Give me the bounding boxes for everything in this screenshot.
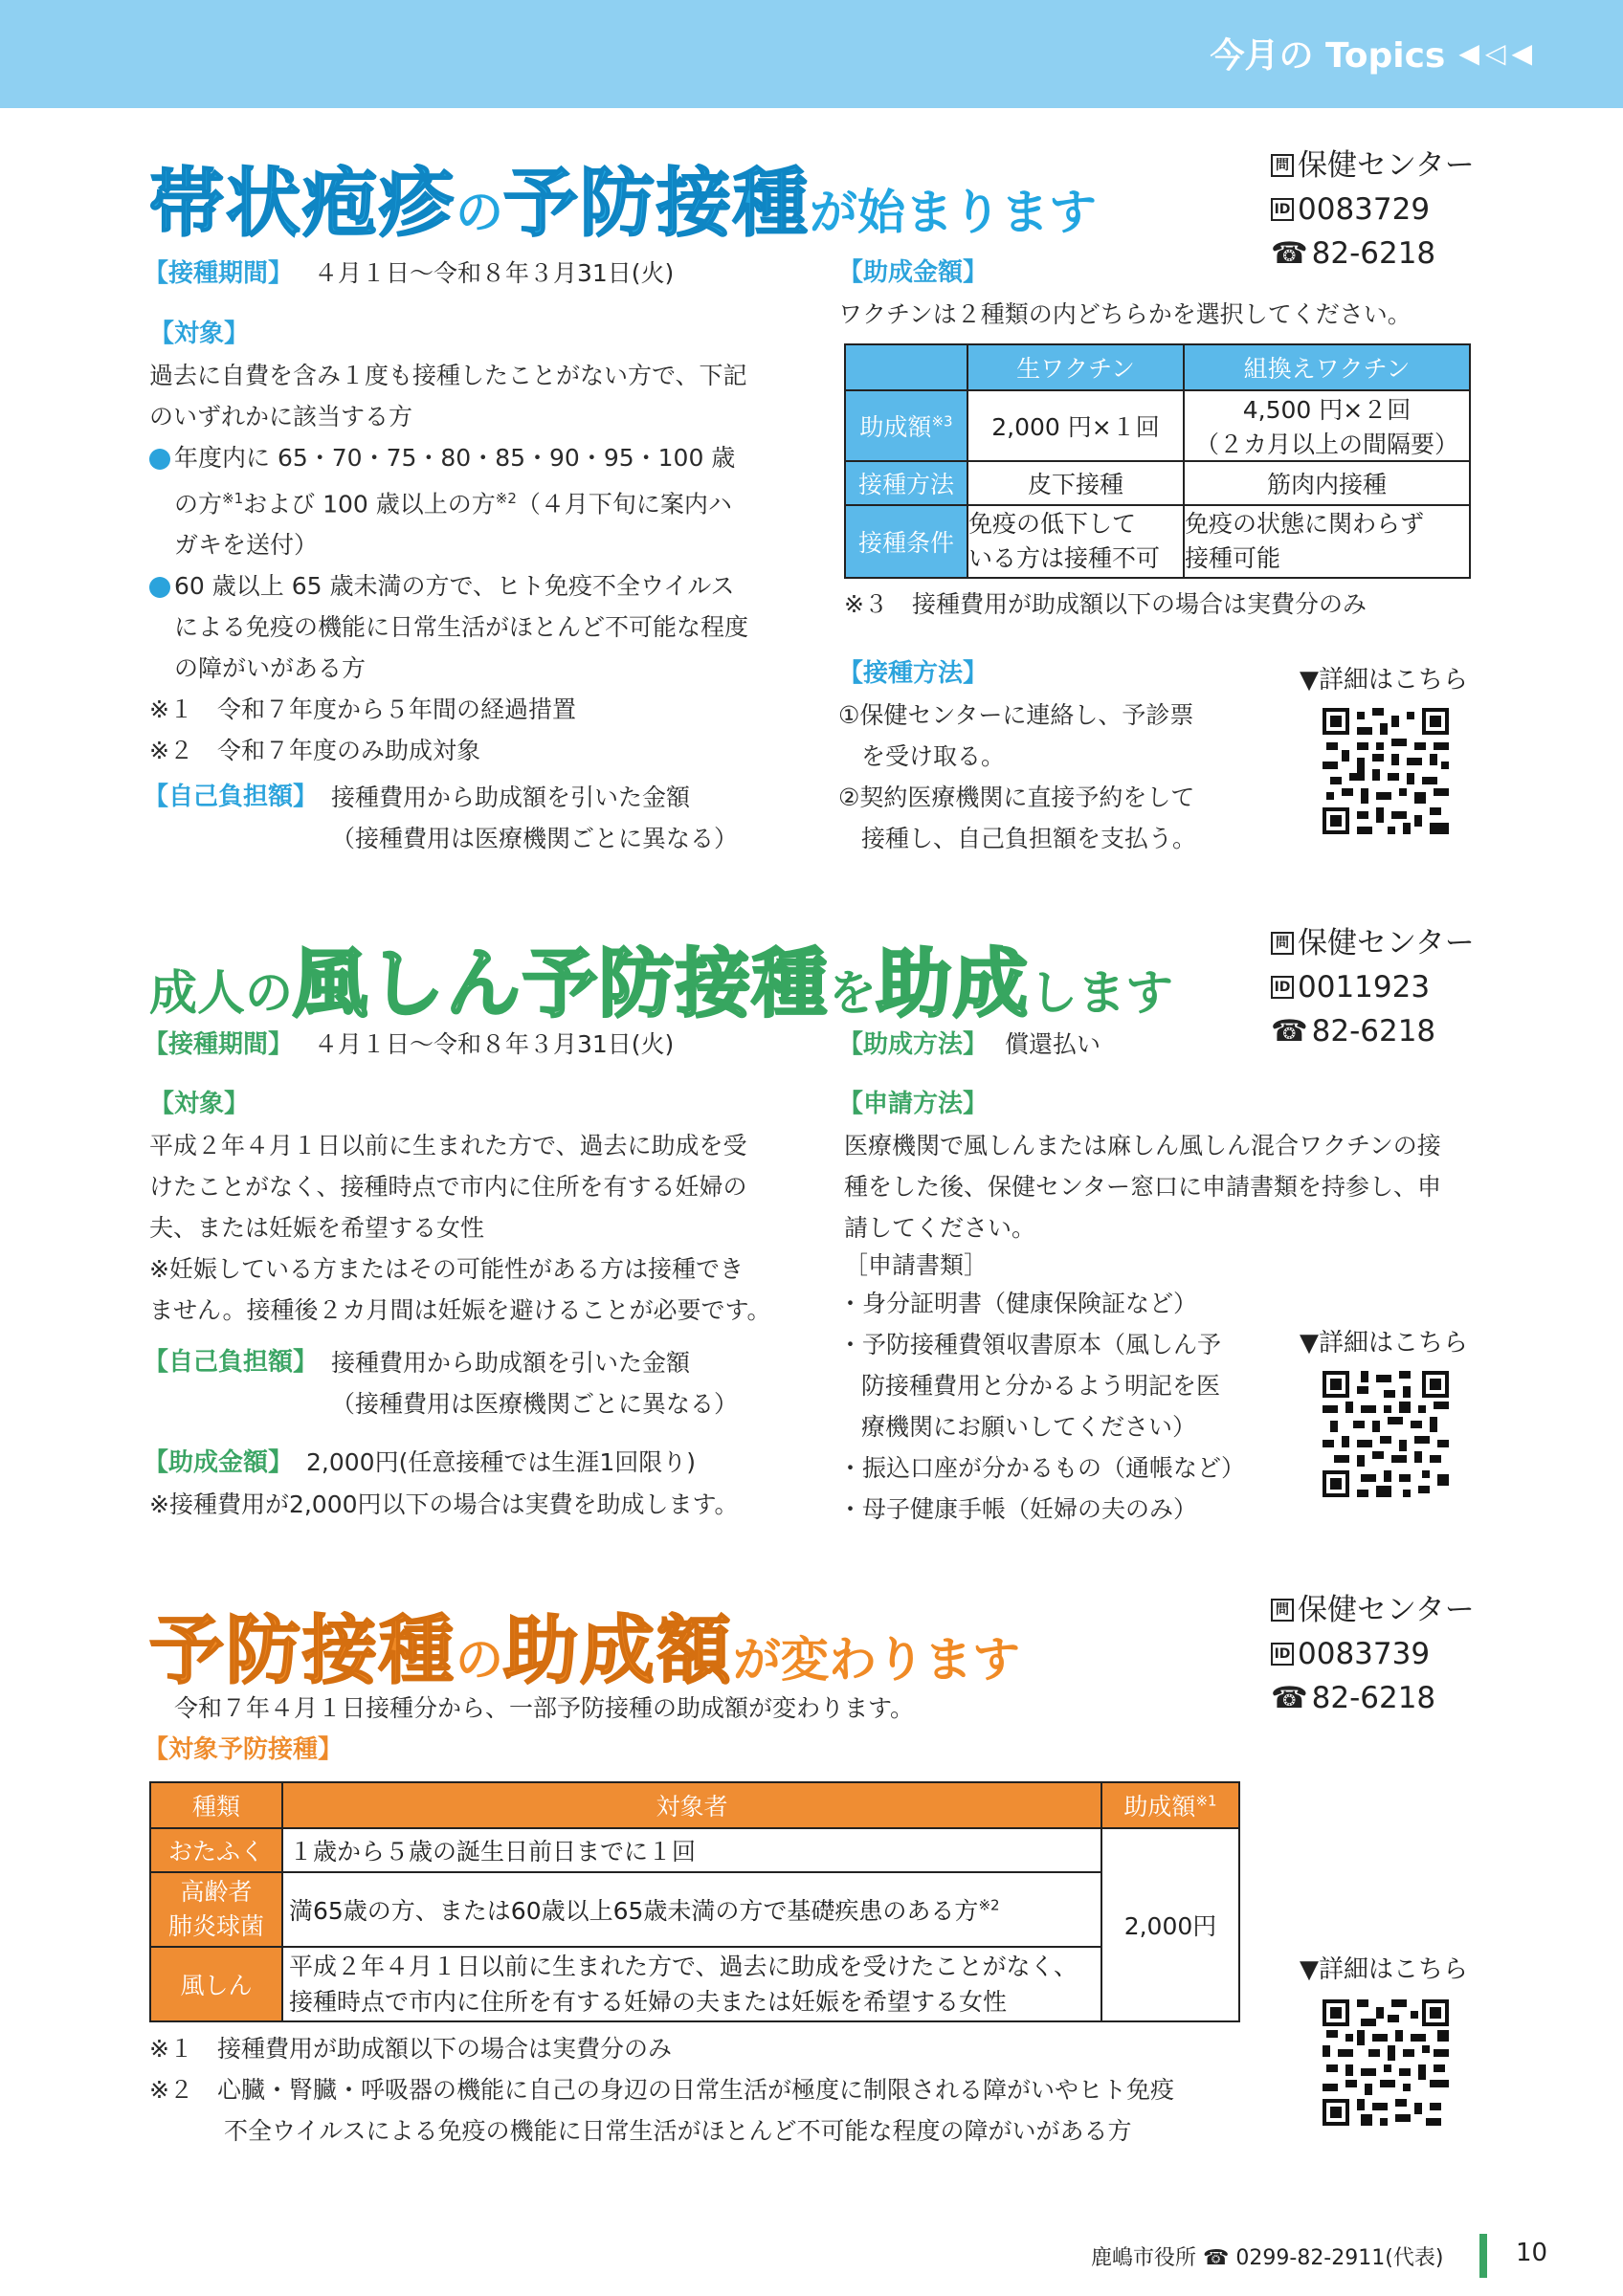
qr-code[interactable]: [1323, 708, 1449, 834]
target-line: 夫、または妊娠を希望する女性: [149, 1214, 485, 1242]
apply-line: 請してください。: [844, 1214, 1036, 1242]
id-icon: ID: [1271, 198, 1294, 221]
sec2-method: [838, 1024, 1101, 1066]
cell-line: （２カ月以上の間隔要）: [1194, 430, 1458, 458]
inquiry-icon: 問: [1271, 1599, 1294, 1622]
sec3-title-part: が変わります: [733, 1632, 1021, 1688]
contact-id[interactable]: 0011923: [1298, 970, 1431, 1004]
target-label: 【対象】: [149, 1090, 250, 1118]
triangle-left-outline-icon: ◁: [1484, 37, 1506, 69]
target-line: ※妊娠している方またはその可能性がある方は接種でき: [149, 1255, 744, 1283]
id-icon: ID: [1271, 976, 1294, 999]
bullet-line: 年度内に 65・70・75・80・85・90・95・100 歳: [174, 444, 736, 472]
method-line: を受け取る。: [861, 742, 1006, 770]
table-header: 生ワクチン: [967, 344, 1184, 390]
subsidy-value: 2,000円(任意接種では生涯1回限り): [306, 1448, 696, 1476]
sec3-title-part: の: [456, 1632, 504, 1688]
burden-label: 【自己負担額】: [144, 783, 319, 811]
table-corner: [845, 344, 967, 390]
row-head-line: 高齢者: [180, 1878, 253, 1906]
period-value: ４月１日〜令和８年３月31日(火): [313, 259, 675, 287]
sec1-period: [144, 253, 674, 295]
qr-label[interactable]: ▼詳細はこちら: [1300, 666, 1468, 695]
table-header: 組換えワクチン: [1184, 344, 1470, 390]
sec3-intro: 令和７年４月１日接種分から、一部予防接種の助成額が変わります。: [174, 1694, 915, 1722]
cell-line: 接種可能: [1185, 544, 1281, 572]
table-header: [1101, 1782, 1239, 1828]
sec2-title-part: を: [829, 965, 878, 1021]
footnote: ※１ 令和７年度から５年間の経過措置: [149, 695, 576, 724]
cell-line: 平成２年４月１日以前に生まれた方で、過去に助成を受けたことがなく、: [289, 1953, 1078, 1980]
contact-id[interactable]: 0083729: [1298, 192, 1431, 227]
sec2-period: [144, 1024, 674, 1066]
sec3-notes: [149, 2028, 1174, 2152]
id-icon: ID: [1271, 1643, 1294, 1666]
bullet-line: による免疫の機能に日常生活がほとんど不可能な程度: [174, 613, 749, 642]
phone-icon: ☎: [1271, 1014, 1308, 1049]
burden-label: 【自己負担額】: [144, 1348, 319, 1377]
target-label: 【対象】: [149, 320, 250, 348]
footnote: ※２ 心臓・腎臓・呼吸器の機能に自己の身辺の日常生活が極度に制限される障がいやヒト免疫: [149, 2076, 1174, 2104]
footer-divider: [1479, 2234, 1487, 2278]
table-cell: [1184, 390, 1470, 461]
footnote-mark: ※3: [931, 412, 953, 430]
burden-line: （接種費用は医療機関ごとに異なる）: [331, 1390, 739, 1418]
sec2-title-part: します: [1030, 965, 1174, 1021]
target-line: のいずれかに該当する方: [149, 403, 413, 430]
table-header: 種類: [150, 1782, 282, 1828]
sec1-subsidy: [838, 253, 1412, 335]
sec2-title-part: 助成: [877, 941, 1031, 1027]
phone-icon: ☎: [1271, 1681, 1308, 1715]
phone-icon: ☎: [1271, 236, 1308, 271]
table-cell: 筋肉内接種: [1184, 461, 1470, 505]
sec1-title-part: の: [456, 185, 504, 240]
qr-label[interactable]: ▼詳細はこちら: [1300, 1329, 1468, 1358]
qr-code-icon: [1323, 1371, 1449, 1497]
contact-tel[interactable]: 82-6218: [1311, 1014, 1436, 1049]
docs-line: ・振込口座が分かるもの（通帳など）: [838, 1454, 1246, 1482]
qr-label[interactable]: ▼詳細はこちら: [1300, 1955, 1468, 1984]
inquiry-icon: 問: [1271, 154, 1294, 177]
footnote: ※２ 令和７年度のみ助成対象: [149, 737, 480, 765]
period-value: ４月１日〜令和８年３月31日(火): [313, 1030, 675, 1058]
target-line: ません。接種後２カ月間は妊娠を避けることが必要です。: [149, 1296, 771, 1324]
table-cell: 2,000 円×１回: [967, 390, 1184, 461]
sec2-burden: [144, 1342, 738, 1424]
method-line: ①保健センターに連絡し、予診票: [838, 701, 1194, 729]
docs-line: 防接種費用と分かるよう明記を医: [861, 1372, 1221, 1400]
table-row-head: おたふく: [150, 1828, 282, 1872]
qr-code[interactable]: [1323, 1371, 1449, 1497]
sec2-subsidy: [144, 1442, 739, 1525]
row-head-text: 助成額: [859, 413, 932, 441]
table-cell: [1184, 505, 1470, 578]
method-label: 【助成方法】: [838, 1030, 989, 1059]
subsidy-note: ※接種費用が2,000円以下の場合は実費を助成します。: [149, 1490, 739, 1518]
cell-line: いる方は接種不可: [968, 544, 1161, 572]
bullet-line: および 100 歳以上の方: [243, 490, 496, 519]
sec1-title-part: が始まります: [810, 185, 1098, 240]
header-text: 助成額: [1123, 1793, 1196, 1821]
cell-line: 接種時点で市内に住所を有する妊婦の夫または妊娠を希望する女性: [289, 1988, 1008, 2016]
footnote: ※３ 接種費用が助成額以下の場合は実費分のみ: [844, 590, 1367, 618]
header-title-text: 今月の Topics: [1210, 36, 1446, 76]
table-header: 対象者: [282, 1782, 1101, 1828]
apply-line: 医療機関で風しんまたは麻しん風しん混合ワクチンの接: [844, 1132, 1441, 1159]
page-number: 10: [1516, 2239, 1548, 2267]
docs-line: ・母子健康手帳（妊婦の夫のみ）: [838, 1495, 1198, 1523]
sec3-target-label: 【対象予防接種】: [144, 1735, 344, 1764]
table-cell: [282, 1872, 1101, 1947]
table-row-head: [845, 390, 967, 461]
header-title: [1210, 29, 1532, 77]
sec1-method: [838, 653, 1196, 859]
target-line: 過去に自費を含み１度も接種したことがない方で、下記: [149, 362, 747, 389]
subsidy-intro: ワクチンは２種類の内どちらかを選択してください。: [838, 300, 1412, 328]
bullet-line: 60 歳以上 65 歳未満の方で、ヒト免疫不全ウイルス: [174, 572, 735, 601]
burden-line: 接種費用から助成額を引いた金額: [331, 784, 691, 811]
sec2-title-part: 風しん予防接種: [293, 941, 830, 1027]
sec3-title-part: 助成額: [503, 1608, 734, 1694]
sec1-title-part: 予防接種: [503, 161, 811, 247]
cell-line: 免疫の状態に関わらず: [1185, 510, 1425, 538]
cell-text: 満65歳の方、または60歳以上65歳未満の方で基礎疾患のある方: [289, 1897, 979, 1925]
bullet-line: （４月下旬に案内ハ: [516, 490, 732, 519]
burden-line: （接種費用は医療機関ごとに異なる）: [331, 825, 739, 852]
table-cell: 皮下接種: [967, 461, 1184, 505]
qr-code-icon: [1323, 708, 1449, 834]
bullet-line: の障がいがある方: [174, 654, 367, 683]
docs-line: ・身分証明書（健康保険証など）: [838, 1290, 1198, 1317]
inquiry-icon: 問: [1271, 932, 1294, 955]
docs-label: ［申請書類］: [844, 1251, 989, 1279]
target-line: けたことがなく、接種時点で市内に住所を有する妊婦の: [149, 1173, 747, 1201]
footnote-mark: ※2: [978, 1896, 1000, 1914]
footer-office: 鹿嶋市役所 ☎ 0299-82-2911(代表): [1091, 2246, 1444, 2270]
sec2-target: [149, 1084, 800, 1331]
burden-line: 接種費用から助成額を引いた金額: [331, 1349, 691, 1377]
table-row-head: 接種条件: [845, 505, 967, 578]
contact-id[interactable]: 0083739: [1298, 1637, 1431, 1671]
footnote-mark: ※2: [495, 490, 517, 507]
header-arrows: [1458, 37, 1532, 69]
bullet-line: ガキを送付）: [174, 531, 319, 560]
vaccine-table: [844, 343, 1471, 579]
cell-line: 4,500 円×２回: [1242, 396, 1412, 424]
apply-label: 【申請方法】: [838, 1090, 989, 1118]
sec2-contact: [1271, 921, 1475, 1053]
sec2-title: [149, 924, 1173, 1031]
table-row-head: 接種方法: [845, 461, 967, 505]
qr-code-icon: [1323, 1999, 1449, 2126]
docs-line: 療機関にお願いしてください）: [861, 1413, 1197, 1441]
sec3-title: [149, 1591, 1020, 1698]
method-value: 償還払い: [1004, 1030, 1101, 1058]
contact-org: 保健センター: [1298, 1593, 1475, 1627]
docs-line: ・予防接種費領収書原本（風しん予: [838, 1331, 1222, 1358]
table-cell: １歳から５歳の誕生日前日までに１回: [282, 1828, 1101, 1872]
table-row-head: [150, 1872, 282, 1947]
qr-code[interactable]: [1323, 1999, 1449, 2126]
sec1-title: [149, 144, 1097, 251]
contact-tel[interactable]: 82-6218: [1311, 1681, 1436, 1715]
apply-line: 種をした後、保健センター窓口に申請書類を持参し、申: [844, 1173, 1442, 1201]
contact-org: 保健センター: [1298, 148, 1475, 183]
bullet-dot-icon: [149, 577, 170, 598]
period-label: 【接種期間】: [144, 259, 294, 288]
bullet-line: の方: [174, 490, 223, 519]
method-label: 【接種方法】: [838, 659, 989, 688]
footnote: 不全ウイルスによる免疫の機能に日常生活がほとんど不可能な程度の障がいがある方: [224, 2117, 1132, 2145]
sec3-contact: [1271, 1588, 1475, 1720]
footnote-mark: ※1: [1195, 1792, 1217, 1810]
sec1-burden: [144, 777, 738, 859]
sec2-title-part: 成人の: [149, 965, 293, 1021]
table-cell: [967, 505, 1184, 578]
table-cell: [282, 1947, 1101, 2021]
sec1-title-part: 帯状疱疹: [149, 161, 456, 247]
subsidy-table: [149, 1781, 1240, 2022]
table-cell-amount: 2,000円: [1101, 1828, 1239, 2021]
contact-tel[interactable]: 82-6218: [1311, 236, 1436, 271]
sec3-title-part: 予防接種: [149, 1608, 456, 1694]
cell-line: 免疫の低下して: [968, 510, 1137, 538]
method-line: 接種し、自己負担額を支払う。: [861, 825, 1197, 852]
contact-org: 保健センター: [1298, 926, 1475, 960]
sec1-target: [149, 314, 800, 771]
bullet-dot-icon: [149, 449, 170, 470]
subsidy-label: 【助成金額】: [838, 258, 989, 287]
triangle-left-icon: ◀: [1511, 37, 1532, 69]
period-label: 【接種期間】: [144, 1030, 294, 1059]
footnote-mark: ※1: [222, 490, 244, 507]
row-head-line: 肺炎球菌: [167, 1912, 264, 1940]
triangle-left-icon: ◀: [1458, 37, 1479, 69]
target-line: 平成２年４月１日以前に生まれた方で、過去に助成を受: [149, 1132, 747, 1159]
method-line: ②契約医療機関に直接予約をして: [838, 784, 1195, 811]
table-row-head: 風しん: [150, 1947, 282, 2021]
subsidy-label: 【助成金額】: [144, 1448, 294, 1477]
footnote: ※１ 接種費用が助成額以下の場合は実費分のみ: [149, 2035, 672, 2063]
